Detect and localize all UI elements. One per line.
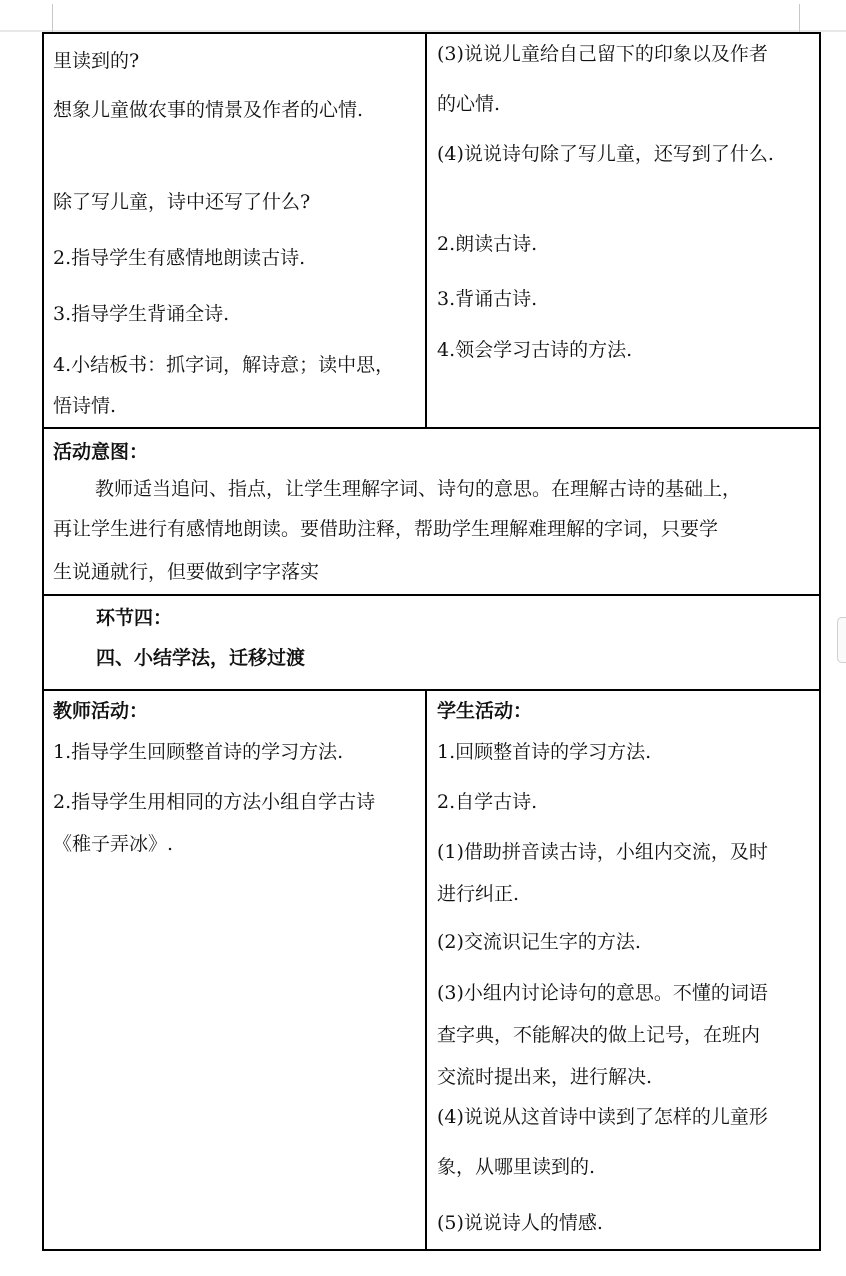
activity-table bbox=[42, 689, 821, 1251]
intent-heading: 活动意图： bbox=[53, 441, 149, 463]
top-left-line: 里读到的? bbox=[53, 50, 140, 72]
student-activity-line: (1)借助拼音读古诗，小组内交流，及时 bbox=[437, 841, 768, 863]
student-activity-heading: 学生活动： bbox=[437, 700, 533, 722]
top-right-line: (4)说说诗句除了写儿童，还写到了什么. bbox=[437, 143, 774, 165]
student-activity-line: (2)交流识记生字的方法. bbox=[437, 931, 641, 953]
top-left-line: 3.指导学生背诵全诗. bbox=[53, 303, 230, 325]
teacher-activity-heading: 教师活动： bbox=[53, 700, 149, 722]
section4-title: 四、小结学法，迁移过渡 bbox=[96, 647, 306, 669]
top-left-line: 除了写儿童，诗中还写了什么? bbox=[53, 191, 311, 213]
student-activity-line: 查字典，不能解决的做上记号，在班内 bbox=[437, 1024, 761, 1046]
intent-line: 生说通就行，但要做到字字落实 bbox=[53, 561, 320, 583]
student-activity-line: 交流时提出来，进行解决. bbox=[437, 1066, 653, 1088]
margin-corner-mark-right bbox=[799, 4, 800, 32]
intent-line: 再让学生进行有感情地朗读。要借助注释，帮助学生理解难理解的字词，只要学 bbox=[53, 518, 719, 540]
student-activity-line: 象，从哪里读到的. bbox=[437, 1156, 596, 1178]
student-activity-line: (3)小组内讨论诗句的意思。不懂的词语 bbox=[437, 982, 768, 1004]
student-activity-line: (5)说说诗人的情感. bbox=[437, 1212, 603, 1234]
page-top-margin bbox=[0, 0, 846, 32]
student-activity-line: (4)说说从这首诗中读到了怎样的儿童形 bbox=[437, 1106, 768, 1128]
student-activity-line: 进行纠正. bbox=[437, 883, 520, 905]
student-activity-line: 2.自学古诗. bbox=[437, 791, 538, 813]
top-left-line: 4.小结板书：抓字词，解诗意；读中思， bbox=[53, 354, 395, 376]
top-table-divider bbox=[425, 32, 427, 429]
activity-table-divider bbox=[425, 689, 427, 1251]
margin-corner-mark-left bbox=[52, 4, 53, 32]
top-left-line: 想象儿童做农事的情景及作者的心情. bbox=[53, 99, 364, 121]
student-activity-line: 1.回顾整首诗的学习方法. bbox=[437, 741, 652, 763]
top-right-line: 的心情. bbox=[437, 93, 501, 115]
side-scroll-handle[interactable] bbox=[837, 617, 846, 663]
top-right-line: 2.朗读古诗. bbox=[437, 233, 538, 255]
intent-line: 教师适当追问、指点，让学生理解字词、诗句的意思。在理解古诗的基础上， bbox=[95, 478, 742, 500]
section4-label: 环节四： bbox=[96, 607, 173, 629]
teacher-activity-line: 1.指导学生回顾整首诗的学习方法. bbox=[53, 741, 344, 763]
top-left-line: 2.指导学生有感情地朗读古诗. bbox=[53, 247, 306, 269]
teacher-activity-line: 2.指导学生用相同的方法小组自学古诗 bbox=[53, 791, 376, 813]
top-right-line: (3)说说儿童给自己留下的印象以及作者 bbox=[437, 43, 768, 65]
top-right-line: 3.背诵古诗. bbox=[437, 288, 538, 310]
teacher-activity-line: 《稚子弄冰》. bbox=[53, 833, 174, 855]
top-right-line: 4.领会学习古诗的方法. bbox=[437, 339, 633, 361]
top-left-line: 悟诗情. bbox=[53, 395, 117, 417]
